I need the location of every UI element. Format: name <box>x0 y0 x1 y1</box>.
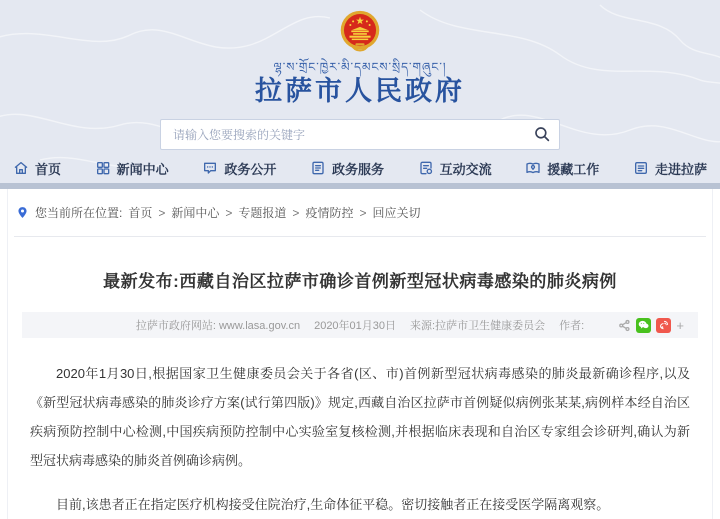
share-icon[interactable] <box>618 319 631 332</box>
book-pin-icon <box>525 160 541 176</box>
site-title: 拉萨市人民政府 <box>255 76 465 106</box>
china-national-emblem-icon <box>337 9 383 58</box>
article-body <box>8 359 712 519</box>
nav-item-interaction[interactable] <box>418 159 492 178</box>
nav-label: 互动交流 <box>439 161 492 177</box>
breadcrumb-item-responses[interactable]: 回应关切 <box>372 206 421 220</box>
article <box>8 237 712 519</box>
nav-item-gov-disclosure[interactable] <box>202 159 276 178</box>
plus-icon[interactable]: + <box>676 317 684 333</box>
search-icon <box>533 131 551 146</box>
page-content <box>7 189 713 519</box>
breadcrumb-label: 您当前所在位置: <box>35 206 123 220</box>
tibetan-site-title: ལྷ་ས་གྲོང་ཁྱེར་མི་དམངས་སྲིད་གཞུང་། <box>273 60 447 74</box>
nav-item-gov-services[interactable] <box>310 159 384 178</box>
breadcrumb-separator: > <box>158 205 166 220</box>
article-paragraph: 目前,该患者正在指定医疗机构接受住院治疗,生命体征平稳。密切接触者正在接受医学隔离观察。 <box>56 497 610 512</box>
breadcrumb <box>8 189 712 236</box>
meta-date: 2020年01月30日 <box>314 320 397 332</box>
share-buttons <box>618 312 684 338</box>
breadcrumb-item-home[interactable]: 首页 <box>128 206 153 220</box>
breadcrumb-separator: > <box>359 205 367 220</box>
breadcrumb-item-special-reports[interactable]: 专题报道 <box>238 206 287 220</box>
breadcrumb-item-epidemic-control[interactable]: 疫情防控 <box>305 206 354 220</box>
site-header <box>0 0 720 183</box>
page-circle-icon <box>418 160 434 176</box>
search-bar <box>160 119 560 150</box>
article-meta-bar <box>22 312 698 338</box>
nav-item-home[interactable] <box>13 159 61 178</box>
weibo-icon[interactable] <box>656 318 671 333</box>
meta-author: 作者: <box>559 320 585 332</box>
nav-label: 新闻中心 <box>116 161 169 177</box>
nav-item-news-center[interactable] <box>95 159 169 178</box>
search-input[interactable] <box>160 119 560 150</box>
breadcrumb-separator: > <box>225 205 233 220</box>
meta-source: 来源:拉萨市卫生健康委员会 <box>410 320 546 332</box>
breadcrumb-item-news-center[interactable]: 新闻中心 <box>171 206 220 220</box>
nav-item-about-lhasa[interactable] <box>633 159 707 178</box>
meta-site: 拉萨市政府网站: www.lasa.gov.cn <box>135 320 301 332</box>
wechat-icon[interactable] <box>636 318 651 333</box>
list-doc-icon <box>633 160 649 176</box>
article-title: 最新发布:西藏自治区拉萨市确诊首例新型冠状病毒感染的肺炎病例 <box>103 272 617 291</box>
grid-icon <box>95 160 111 176</box>
location-pin-icon <box>16 205 29 220</box>
article-paragraph: 2020年1月30日,根据国家卫生健康委员会关于各省(区、市)首例新型冠状病毒感染的肺炎最新确诊程序,以及《新型冠状病毒感染的肺炎诊疗方案(试行第四版)》规定,西藏自治区拉萨市首例疑似病例张某某,病例样本经自治区疾病预防控制中心检测,中国疾病预防控制中心实验室复核检测,并根据临床表现和自治区专家组会诊研判,确认为新型冠状病毒感染的肺炎首例确诊病例。 <box>30 366 690 468</box>
breadcrumb-separator: > <box>292 205 300 220</box>
nav-label: 走进拉萨 <box>654 161 707 177</box>
home-icon <box>13 160 29 176</box>
nav-label: 政务服务 <box>331 161 384 177</box>
document-icon <box>310 160 326 176</box>
nav-item-tibet-aid[interactable] <box>525 159 599 178</box>
nav-label: 政务公开 <box>224 161 277 177</box>
nav-label: 首页 <box>35 161 62 177</box>
main-nav <box>0 153 720 183</box>
comment-icon <box>202 160 218 176</box>
search-button[interactable] <box>532 125 552 145</box>
nav-label: 援藏工作 <box>547 161 600 177</box>
